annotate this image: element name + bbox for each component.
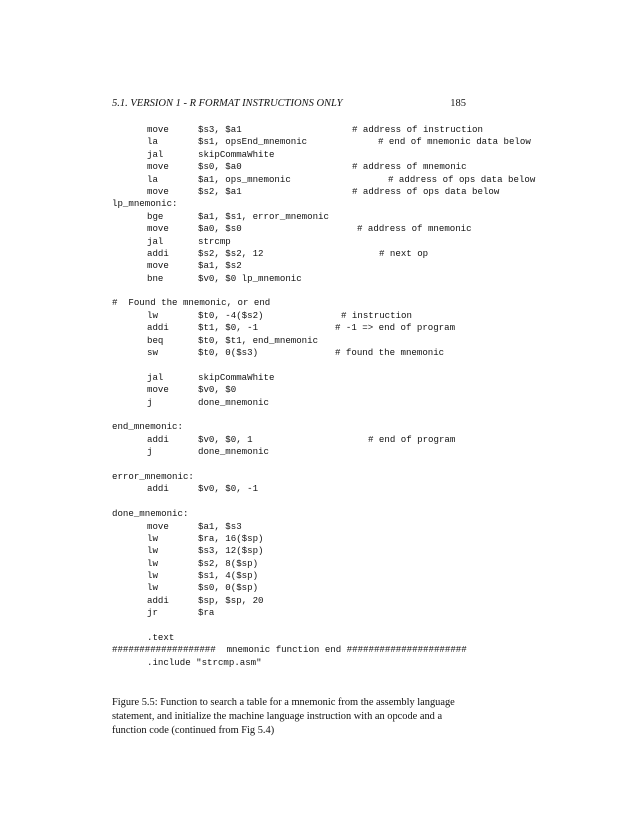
code-line xyxy=(112,570,552,582)
code-line xyxy=(112,322,552,334)
code-operands: $a1, $s1, error_mnemonic xyxy=(198,210,329,222)
code-line xyxy=(112,285,552,297)
code-operands: $s1, opsEnd_mnemonic xyxy=(198,136,308,148)
code-operands: $v0, $0 lp_mnemonic xyxy=(198,272,302,284)
code-opcode: lw xyxy=(147,557,158,569)
code-comment: # end of program xyxy=(368,433,456,445)
code-comment: # instruction xyxy=(341,309,412,321)
code-line xyxy=(112,558,552,570)
code-line xyxy=(112,347,552,359)
code-comment: # next op xyxy=(379,247,429,259)
code-opcode: j xyxy=(147,446,153,458)
code-line xyxy=(112,136,552,148)
code-line xyxy=(112,657,552,669)
code-operands: done_mnemonic xyxy=(198,446,269,458)
code-line xyxy=(112,446,552,458)
code-line xyxy=(112,620,552,632)
code-operands: $s2, 8($sp) xyxy=(198,557,259,569)
code-operands: $t0, $t1, end_mnemonic xyxy=(198,334,319,346)
code-opcode: jal xyxy=(147,148,164,160)
code-operands: $s0, $a0 xyxy=(198,161,242,173)
code-operands: $t1, $0, -1 xyxy=(198,322,259,334)
code-opcode: .text xyxy=(147,632,175,644)
code-line xyxy=(112,310,552,322)
code-opcode: lw xyxy=(147,582,158,594)
page-number: 185 xyxy=(450,98,466,109)
code-operands: strcmp xyxy=(198,235,231,247)
section-title: 5.1. VERSION 1 - R FORMAT INSTRUCTIONS ONLY xyxy=(112,98,343,109)
code-operands: $s3, $a1 xyxy=(198,124,242,135)
code-line xyxy=(112,582,552,594)
code-comment: # address of ops data below xyxy=(352,185,500,197)
code-comment: # end of mnemonic data below xyxy=(378,136,531,148)
code-operands: skipCommaWhite xyxy=(198,148,275,160)
code-line xyxy=(112,595,552,607)
code-line xyxy=(112,124,552,136)
code-operands: $s1, 4($sp) xyxy=(198,570,259,582)
code-line xyxy=(112,384,552,396)
code-opcode: addi xyxy=(147,433,169,445)
figure-caption: Figure 5.5: Function to search a table for a mnemonic from the assembly language statement, and initialize the machine language instruction with an opcode and a function code (continued from Fig 5.4) xyxy=(112,697,455,736)
code-line xyxy=(112,508,552,520)
code-opcode: jal xyxy=(147,235,164,247)
code-operands: $t0, 0($s3) xyxy=(198,347,259,359)
code-opcode: la xyxy=(147,173,158,185)
code-line xyxy=(112,421,552,433)
code-line xyxy=(112,260,552,272)
code-line xyxy=(112,372,552,384)
code-operands: $a1, $s3 xyxy=(198,520,242,532)
code-line xyxy=(112,644,552,656)
code-operands: $v0, $0, 1 xyxy=(198,433,253,445)
code-opcode: move xyxy=(147,223,169,235)
code-line xyxy=(112,533,552,545)
code-opcode: j xyxy=(147,396,153,408)
code-opcode: move xyxy=(147,260,169,272)
code-line xyxy=(112,459,552,471)
code-opcode: move xyxy=(147,124,169,135)
running-header xyxy=(112,98,466,109)
code-operands: $v0, $0, -1 xyxy=(198,483,259,495)
code-operands: $sp, $sp, 20 xyxy=(198,594,264,606)
code-label: # Found the mnemonic, or end xyxy=(112,297,271,309)
code-line xyxy=(112,161,552,173)
code-line xyxy=(112,273,552,285)
code-opcode: lw xyxy=(147,545,158,557)
code-line xyxy=(112,545,552,557)
code-opcode: .include "strcmp.asm" xyxy=(147,656,262,668)
code-line xyxy=(112,186,552,198)
code-opcode: lw xyxy=(147,532,158,544)
code-line xyxy=(112,409,552,421)
code-operands: $a1, $s2 xyxy=(198,260,242,272)
code-opcode: move xyxy=(147,161,169,173)
code-operands: skipCommaWhite xyxy=(198,371,275,383)
code-opcode: addi xyxy=(147,483,169,495)
code-operands: done_mnemonic xyxy=(198,396,269,408)
code-opcode: lw xyxy=(147,309,158,321)
code-opcode: beq xyxy=(147,334,164,346)
code-opcode: addi xyxy=(147,594,169,606)
code-comment: # address of instruction xyxy=(352,124,483,135)
code-comment: # -1 => end of program xyxy=(335,322,456,334)
code-line xyxy=(112,434,552,446)
code-opcode: bge xyxy=(147,210,164,222)
code-line xyxy=(112,174,552,186)
code-line xyxy=(112,149,552,161)
code-label: lp_mnemonic: xyxy=(112,198,178,210)
code-operands: $a0, $s0 xyxy=(198,223,242,235)
code-line xyxy=(112,248,552,260)
code-opcode: sw xyxy=(147,347,158,359)
code-opcode: move xyxy=(147,384,169,396)
code-opcode: jr xyxy=(147,607,158,619)
code-opcode: move xyxy=(147,185,169,197)
code-line xyxy=(112,198,552,210)
code-operands: $a1, ops_mnemonic xyxy=(198,173,291,185)
code-comment: # found the mnemonic xyxy=(335,347,445,359)
code-line xyxy=(112,236,552,248)
code-operands: $s2, $s2, 12 xyxy=(198,247,264,259)
code-line xyxy=(112,297,552,309)
code-operands: $s3, 12($sp) xyxy=(198,545,264,557)
code-opcode: addi xyxy=(147,322,169,334)
code-opcode: jal xyxy=(147,371,164,383)
code-line xyxy=(112,607,552,619)
code-line xyxy=(112,223,552,235)
code-line xyxy=(112,397,552,409)
code-comment: # address of mnemonic xyxy=(352,161,467,173)
code-operands: $ra xyxy=(198,607,215,619)
code-line xyxy=(112,483,552,495)
code-line xyxy=(112,521,552,533)
code-label: done_mnemonic: xyxy=(112,508,189,520)
code-opcode: addi xyxy=(147,247,169,259)
code-label: ################### mnemonic function end ###################### xyxy=(112,644,467,656)
code-label: end_mnemonic: xyxy=(112,421,183,433)
code-opcode: bne xyxy=(147,272,164,284)
code-operands: $ra, 16($sp) xyxy=(198,532,264,544)
code-listing xyxy=(112,124,552,669)
code-opcode: la xyxy=(147,136,158,148)
code-comment: # address of ops data below xyxy=(388,173,536,185)
code-line xyxy=(112,496,552,508)
code-comment: # address of mnemonic xyxy=(357,223,472,235)
code-label: error_mnemonic: xyxy=(112,470,194,482)
code-line xyxy=(112,471,552,483)
code-line xyxy=(112,335,552,347)
code-opcode: move xyxy=(147,520,169,532)
code-operands: $v0, $0 xyxy=(198,384,237,396)
code-line xyxy=(112,632,552,644)
code-opcode: lw xyxy=(147,570,158,582)
code-line xyxy=(112,211,552,223)
code-operands: $t0, -4($s2) xyxy=(198,309,264,321)
code-operands: $s0, 0($sp) xyxy=(198,582,259,594)
code-operands: $s2, $a1 xyxy=(198,185,242,197)
code-line xyxy=(112,359,552,371)
